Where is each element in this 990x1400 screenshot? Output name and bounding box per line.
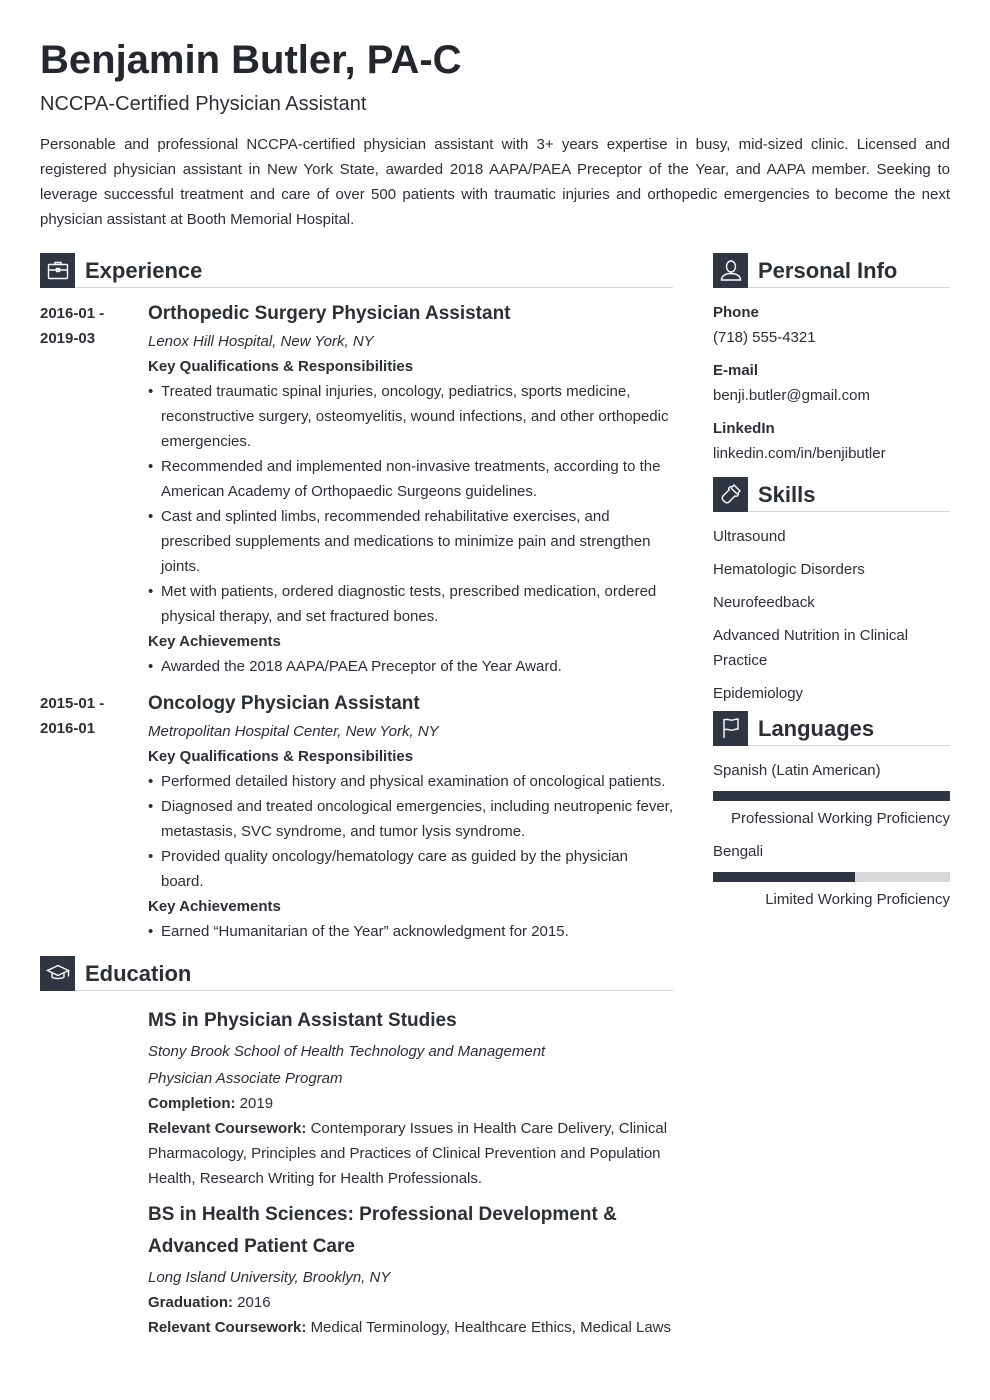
achievements-heading: Key Achievements xyxy=(148,898,281,915)
languages-heading: Languages xyxy=(758,715,875,741)
job-place: Lenox Hill Hospital, New York, NY xyxy=(148,333,374,350)
languages-list xyxy=(713,758,950,912)
resume-name: Benjamin Butler, PA-C xyxy=(40,38,462,82)
coursework-value: Medical Terminology, Healthcare Ethics, Medical Laws xyxy=(310,1319,671,1336)
responsibility-item: • Diagnosed and treated oncological emergencies, including neutropenic fever, metastasis, SVC syndrome, and tumor lysis syndrome. xyxy=(148,794,673,844)
puzzle-icon xyxy=(713,477,748,512)
language-name: Spanish (Latin American) xyxy=(713,762,881,779)
linkedin-value[interactable]: linkedin.com/in/benjibutler xyxy=(713,445,886,462)
personal-info-body xyxy=(713,300,950,466)
education-header xyxy=(40,956,673,991)
responsibilities-list xyxy=(148,769,673,894)
job-entry xyxy=(40,691,673,944)
language-proficiency-fill xyxy=(713,872,855,882)
responsibilities-heading: Key Qualifications & Responsibilities xyxy=(148,748,414,765)
job-title: Orthopedic Surgery Physician Assistant xyxy=(148,303,511,324)
job-date-start: 2016-01 - xyxy=(40,305,105,322)
job-dates xyxy=(40,301,148,679)
responsibility-item: • Provided quality oncology/hematology care as guided by the physician board. xyxy=(148,844,673,894)
achievements-list xyxy=(148,654,673,679)
graduation-cap-icon xyxy=(40,956,75,991)
job-title: Oncology Physician Assistant xyxy=(148,693,420,714)
degree-title: BS in Health Sciences: Professional Development & Advanced Patient Care xyxy=(148,1204,617,1257)
job-date-end: 2016-01 xyxy=(40,720,96,737)
achievements-heading: Key Achievements xyxy=(148,633,281,650)
responsibility-item: • Met with patients, ordered diagnostic tests, prescribed medication, ordered physical therapy, and set fractured bones. xyxy=(148,579,673,629)
flag-icon xyxy=(713,711,748,746)
responsibilities-heading: Key Qualifications & Responsibilities xyxy=(148,358,414,375)
responsibility-item: • Treated traumatic spinal injuries, oncology, pediatrics, sports medicine, reconstructive surgery, osteomyelitis, wound infections, and other orthopedic emergencies. xyxy=(148,379,673,454)
right-column xyxy=(713,253,950,920)
language-proficiency-bar xyxy=(713,791,950,801)
job-body xyxy=(148,691,673,944)
skill-item: Ultrasound xyxy=(713,528,786,545)
education-date-label: Completion: xyxy=(148,1095,236,1112)
skills-header xyxy=(713,477,950,512)
education-date xyxy=(148,1290,673,1315)
degree-title: MS in Physician Assistant Studies xyxy=(148,1010,457,1031)
email-value[interactable]: benji.butler@gmail.com xyxy=(713,387,870,404)
job-date-end: 2019-03 xyxy=(40,330,96,347)
experience-heading: Experience xyxy=(85,257,203,283)
briefcase-icon xyxy=(40,253,75,288)
responsibility-item: • Performed detailed history and physical examination of oncological patients. xyxy=(148,769,673,794)
resume-summary: Personable and professional NCCPA-certified physician assistant with 3+ years expertise in busy, mid-sized clinic. Licensed and registered physician assistant in New York State, awarded 2018 AAPA/PAEA Preceptor of the Year, and AAPA member. Seeking to leverage successful treatment and care of over 500 patients with traumatic injuries and orthopedic emergencies to become the next physician assistant at Booth Memorial Hospital. xyxy=(40,136,950,228)
program-name: Physician Associate Program xyxy=(148,1070,343,1087)
experience-header xyxy=(40,253,673,288)
linkedin-label: LinkedIn xyxy=(713,420,775,437)
job-entry xyxy=(40,301,673,679)
phone-label: Phone xyxy=(713,304,759,321)
person-icon xyxy=(713,253,748,288)
language-level: Limited Working Proficiency xyxy=(765,891,950,908)
left-column xyxy=(40,253,673,1340)
coursework-label: Relevant Coursework: xyxy=(148,1120,307,1137)
language-level: Professional Working Proficiency xyxy=(731,810,950,827)
coursework xyxy=(148,1116,673,1191)
coursework-value: Contemporary Issues in Health Care Delivery, Clinical Pharmacology, Principles and Practices of Clinical Prevention and Population Health, Research Writing for Health Professionals. xyxy=(148,1120,668,1187)
education-entry xyxy=(148,1005,673,1191)
personal-info-heading: Personal Info xyxy=(758,257,898,283)
education-entry xyxy=(148,1199,673,1340)
skills-heading: Skills xyxy=(758,481,816,507)
phone-value[interactable]: (718) 555-4321 xyxy=(713,329,816,346)
achievement-item: • Earned “Humanitarian of the Year” acknowledgment for 2015. xyxy=(148,919,673,944)
experience-list xyxy=(40,301,673,944)
skill-item: Neurofeedback xyxy=(713,594,815,611)
education-heading: Education xyxy=(85,960,192,986)
skill-item: Advanced Nutrition in Clinical Practice xyxy=(713,627,909,669)
coursework xyxy=(148,1315,673,1340)
email-label: E-mail xyxy=(713,362,759,379)
job-body xyxy=(148,301,673,679)
education-list xyxy=(40,1005,673,1340)
skill-item: Hematologic Disorders xyxy=(713,561,865,578)
education-date-label: Graduation: xyxy=(148,1294,233,1311)
responsibilities-list xyxy=(148,379,673,629)
languages-header xyxy=(713,711,950,746)
school-name: Long Island University, Brooklyn, NY xyxy=(148,1269,391,1286)
achievement-item: • Awarded the 2018 AAPA/PAEA Preceptor of the Year Award. xyxy=(148,654,673,679)
language-proficiency-fill xyxy=(713,791,950,801)
responsibility-item: • Cast and splinted limbs, recommended rehabilitative exercises, and prescribed supplements and medications to minimize pain and strengthen joints. xyxy=(148,504,673,579)
skill-item: Epidemiology xyxy=(713,685,804,702)
education-date-value: 2019 xyxy=(239,1095,274,1112)
job-date-start: 2015-01 - xyxy=(40,695,105,712)
school-name: Stony Brook School of Health Technology and Management xyxy=(148,1043,546,1060)
language-name: Bengali xyxy=(713,843,764,860)
achievements-list xyxy=(148,919,673,944)
skills-list xyxy=(713,524,950,706)
responsibility-item: • Recommended and implemented non-invasive treatments, according to the American Academy of Orthopaedic Surgeons guidelines. xyxy=(148,454,673,504)
language-proficiency-bar xyxy=(713,872,950,882)
job-dates xyxy=(40,691,148,944)
job-place: Metropolitan Hospital Center, New York, NY xyxy=(148,723,439,740)
resume-subtitle: NCCPA-Certified Physician Assistant xyxy=(40,93,367,115)
education-date xyxy=(148,1091,673,1116)
education-date-value: 2016 xyxy=(237,1294,271,1311)
coursework-label: Relevant Coursework: xyxy=(148,1319,307,1336)
personal-info-header xyxy=(713,253,950,288)
